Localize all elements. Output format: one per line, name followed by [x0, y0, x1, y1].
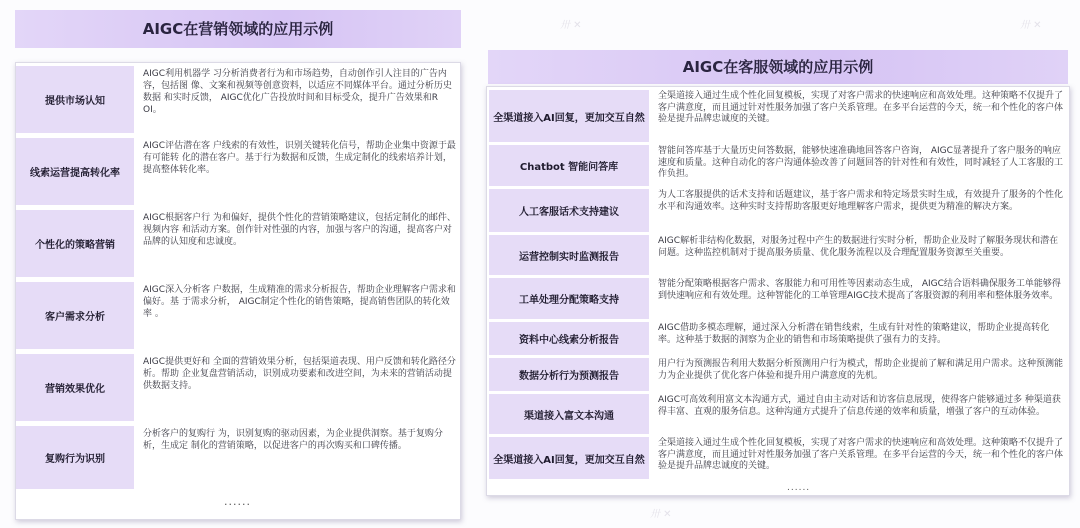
row-description: AIGC借助多模态理解，通过深入分析潜在销售线索，生成有针对性的策略建议，帮助企业提高转化率。这种基于数据的洞察为企业的销售和市场策略提供了强有力的支持。 — [658, 323, 1050, 345]
row-category: Chatbot 智能问答库 — [489, 145, 649, 186]
customer-service-section-title: AIGC在客服领域的应用示例 — [488, 50, 1068, 84]
row-category: 运营控制实时监测报告 — [489, 235, 649, 275]
table-row — [487, 278, 1069, 319]
row-category: 数据分析行为预测报告 — [489, 358, 649, 391]
row-category: 全渠道接入AI回复，更加交互自然 — [489, 90, 649, 142]
row-description: 用户行为预测报告利用大数据分析预测用户行为模式，帮助企业提前了解和满足用户需求。这种预测能力为企业提供了优化客户体验和提升用户满意度的先机。 — [658, 359, 1064, 381]
marketing-examples-table — [15, 62, 461, 520]
row-category: 全渠道接入AI回复，更加交互自然 — [489, 437, 649, 479]
table-row — [16, 354, 460, 421]
row-category: 营销效果优化 — [16, 354, 134, 421]
watermark-logo-icon: 卅 ✕ — [650, 509, 672, 520]
table-row — [487, 394, 1069, 434]
row-description: 全渠道接入通过生成个性化回复模板，实现了对客户需求的快速响应和高效处理。这种策略不仅提升了客户满意度，而且通过针对性服务加强了客户关系管理。在多平台运营的今天，统一和个性化的客户体验是提升品牌忠诚度的关键。 — [658, 91, 1064, 124]
table-row — [16, 426, 460, 489]
more-ellipsis: ...... — [224, 495, 251, 508]
table-row — [16, 282, 460, 349]
row-description: AIGC评估潜在客 户线索的有效性，识别关键转化信号，帮助企业集中资源于最有可能转 化的潜在客户。基于行为数据和反馈，生成定制化的线索培养计划， 提高整体转化率。 — [143, 141, 456, 175]
row-category: 客户需求分析 — [16, 282, 134, 349]
row-description: 分析客户的复购行 为，识别复购的驱动因素，为企业提供洞察。基于复购分析，生成定 制化的营销策略，以促进客户的再次购买和口碑传播。 — [143, 429, 443, 451]
row-description: AIGC利用机器学 习分析消费者行为和市场趋势，自动创作引人注目的广告内容，包括图 像、文案和视频等创意资料，以适应不同媒体平台。通过分析历史数据 和实时反馈， AIGC优化广告投放时间和目标受众，提升广告效果和R OI。 — [143, 69, 452, 115]
table-row — [487, 322, 1069, 355]
table-row — [487, 189, 1069, 232]
row-description: 全渠道接入通过生成个性化回复模板，实现了对客户需求的快速响应和高效处理。这种策略不仅提升了客户满意度，而且通过针对性服务加强了客户关系管理。在多平台运营的今天，统一和个性化的客户体验是提升品牌忠诚度的关键。 — [658, 438, 1064, 471]
row-description: 为人工客服提供的话术支持和话题建议，基于客户需求和特定场景实时生成，有效提升了服务的个性化水平和沟通效率。这种实时支持帮助客服更好地理解客户需求，提供更为精准的解决方案。 — [658, 190, 1064, 212]
row-category: 工单处理分配策略支持 — [489, 278, 649, 319]
row-category: 资料中心线索分析报告 — [489, 322, 649, 355]
row-description: AIGC根据客户行 为和偏好，提供个性化的营销策略建议，包括定制化的邮件、视频内容 和活动方案。创作针对性强的内容，加强与客户的沟通，提高客户对 品牌的认知度和忠诚度。 — [143, 213, 456, 247]
table-row — [16, 210, 460, 277]
table-row — [487, 437, 1069, 479]
row-category: 个性化的策略营销 — [16, 210, 134, 277]
more-ellipsis: ...... — [787, 483, 811, 493]
row-description: AIGC提供更好和 全面的营销效果分析，包括渠道表现、用户反馈和转化路径分析。帮助 企业复盘营销活动，识别成功要素和改进空间，为未来的营销活动提 供数据支持。 — [143, 357, 456, 391]
marketing-section-title: AIGC在营销领域的应用示例 — [15, 10, 461, 48]
watermark-logo-icon: 卅 ✕ — [560, 20, 582, 31]
row-description: AIGC深入分析客 户数据，生成精准的需求分析报告，帮助企业理解客户需求和偏好。基 于需求分析， AIGC制定个性化的销售策略，提高销售团队的转化效率 。 — [143, 285, 456, 319]
row-description: 智能问答库基于大量历史问答数据，能够快速准确地回答客户咨询， AIGC显著提升了客户服务的响应速度和质量。这种自动化的客户沟通体验改善了问题回答的针对性和有效性，同时减轻了人工客服的工作负担。 — [658, 146, 1064, 179]
row-description: 智能分配策略根据客户需求、客服能力和可用性等因素动态生成， AIGC结合语料确保服务工单能够得到快速响应和有效处理。这种智能化的工单管理AIGC技术提高了客服资源的利用率和整体服务效率。 — [658, 279, 1061, 301]
table-row — [16, 66, 460, 133]
table-row — [487, 358, 1069, 391]
watermark-logo-icon: 卅 ✕ — [1020, 20, 1042, 31]
customer-service-examples-table — [486, 86, 1070, 496]
table-row — [487, 235, 1069, 275]
row-category: 线索运营提高转化率 — [16, 138, 134, 205]
row-category: 渠道接入富文本沟通 — [489, 394, 649, 434]
row-category: 人工客服话术支持建议 — [489, 189, 649, 232]
row-category: 提供市场认知 — [16, 66, 134, 133]
row-description: AIGC可高效利用富文本沟通方式，通过自由主动对话和访客信息展现，使得客户能够通过多 种渠道获得丰富、直观的服务信息。这种沟通方式提升了信息传递的效率和质量，增强了客户的互动体验。 — [658, 395, 1061, 417]
table-row — [487, 145, 1069, 186]
row-category: 复购行为识别 — [16, 426, 134, 489]
table-row — [487, 90, 1069, 142]
table-row — [16, 138, 460, 205]
row-description: AIGC解析非结构化数据，对服务过程中产生的数据进行实时分析，帮助企业及时了解服务现状和潜在问题。这种监控机制对于提高服务质量、优化服务流程以及合理配置服务资源至关重要。 — [658, 236, 1059, 258]
